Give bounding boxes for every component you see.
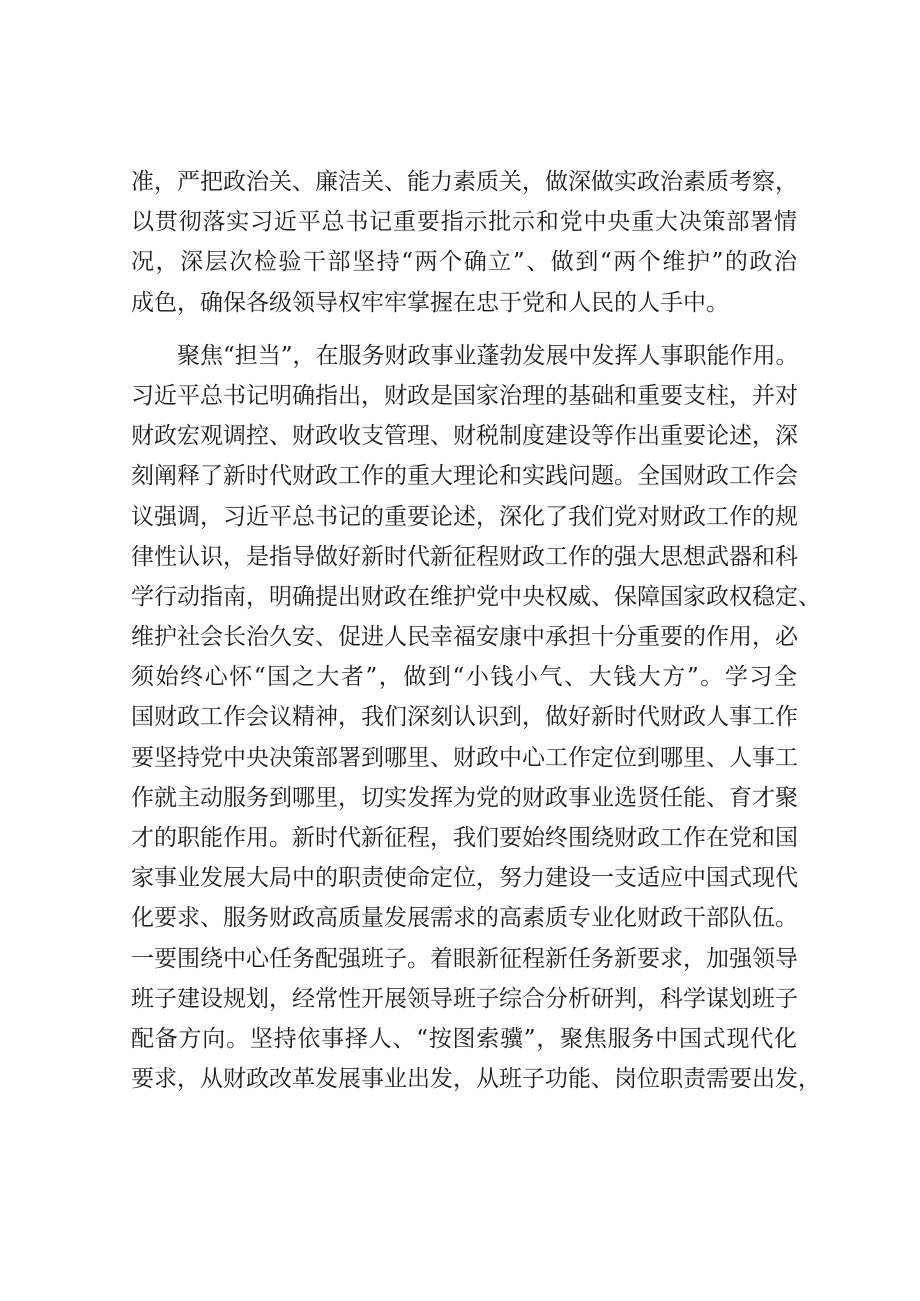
text-line: 以贯彻落实习近平总书记重要指示批示和党中央重大决策部署情 xyxy=(131,209,797,236)
text-line: 化要求、服务财政高质量发展需求的高素质专业化财政干部队伍。 xyxy=(131,905,798,932)
text-line: 聚焦“担当”，在服务财政事业蓬勃发展中发挥人事职能作用。 xyxy=(177,342,799,369)
text-line: 作就主动服务到哪里，切实发挥为党的财政事业选贤任能、育才聚 xyxy=(131,784,798,811)
text-line: 一要围绕中心任务配强班子。着眼新征程新任务新要求，加强领导 xyxy=(131,945,798,972)
document-body xyxy=(131,162,821,1099)
text-line: 习近平总书记明确指出，财政是国家治理的基础和重要支柱，并对 xyxy=(131,382,798,409)
text-line: 班子建设规划，经常性开展领导班子综合分析研判，科学谋划班子 xyxy=(131,985,798,1012)
text-line: 律性认识，是指导做好新时代新征程财政工作的强大思想武器和科 xyxy=(131,543,798,570)
text-line: 配备方向。坚持依事择人、“按图索骥”，聚焦服务中国式现代化 xyxy=(131,1025,797,1052)
text-line: 成色，确保各级领导权牢牢掌握在忠于党和人民的人手中。 xyxy=(131,289,729,316)
text-line: 家事业发展大局中的职责使命定位，努力建设一支适应中国式现代 xyxy=(131,865,798,892)
text-line: 要坚持党中央决策部署到哪里、财政中心工作定位到哪里、人事工 xyxy=(131,744,798,771)
text-line: 须始终心怀“国之大者”，做到“小钱小气、大钱大方”。学习全 xyxy=(131,664,797,691)
text-line: 才的职能作用。新时代新征程，我们要始终围绕财政工作在党和国 xyxy=(131,825,798,851)
text-line: 财政宏观调控、财政收支管理、财税制度建设等作出重要论述，深 xyxy=(131,423,798,450)
paragraph xyxy=(131,336,821,1100)
paragraph-spacing xyxy=(131,323,797,336)
text-line: 准，严把政治关、廉洁关、能力素质关，做深做实政治素质考察， xyxy=(131,169,798,195)
text-line: 国财政工作会议精神，我们深刻认识到，做好新时代财政人事工作 xyxy=(131,704,798,731)
text-line: 况，深层次检验干部坚持“两个确立”、做到“两个维护”的政治 xyxy=(131,249,797,276)
text-line: 议强调，习近平总书记的重要论述，深化了我们党对财政工作的规 xyxy=(131,503,798,530)
text-line: 刻阐释了新时代财政工作的重大理论和实践问题。全国财政工作会 xyxy=(131,463,798,490)
text-line: 维护社会长治久安、促进人民幸福安康中承担十分重要的作用，必 xyxy=(131,624,798,651)
text-line: 要求，从财政改革发展事业出发，从班子功能、岗位职责需要出发， xyxy=(131,1066,821,1093)
text-line: 学行动指南，明确提出财政在维护党中央权威、保障国家政权稳定、 xyxy=(131,583,821,610)
paragraph xyxy=(131,162,797,323)
